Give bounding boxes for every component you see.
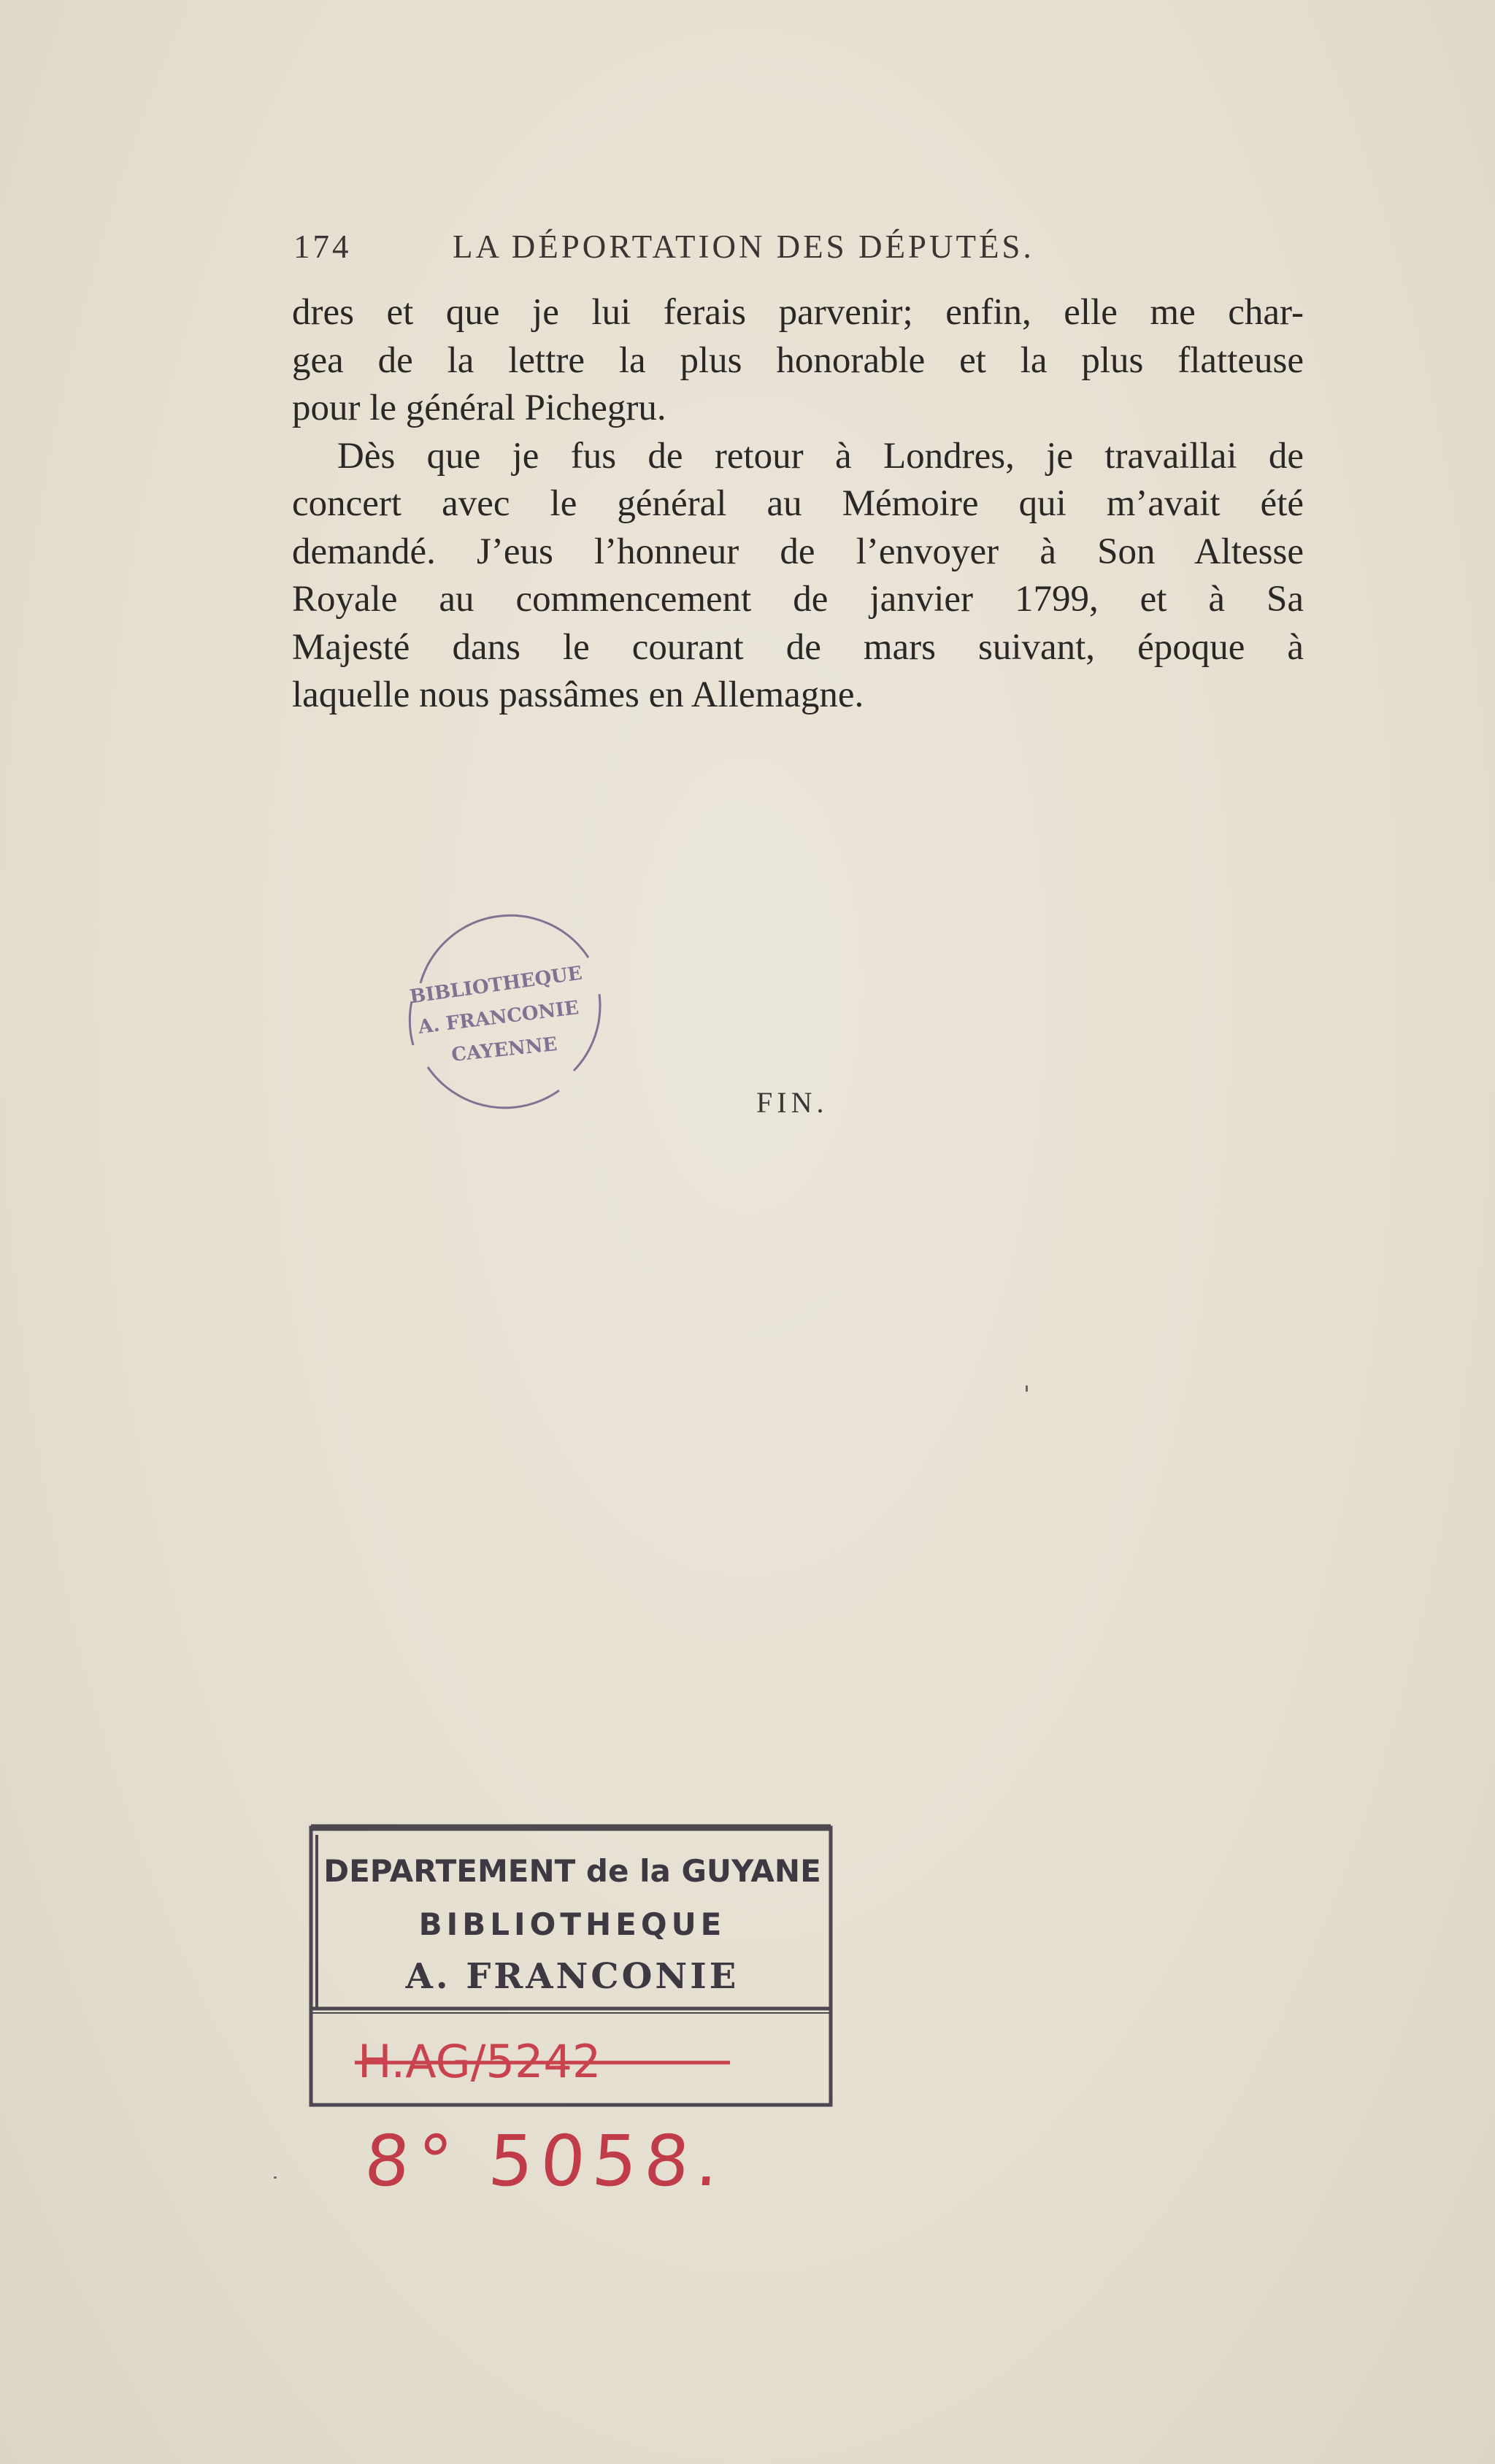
text-line: gea de la lettre la plus honorable et la plus flatteuse [292, 339, 1304, 381]
running-header [293, 228, 1301, 272]
rect-stamp-line-3: A. FRANCONIE [405, 1956, 739, 1997]
struck-call-number: H.AG/5242 [358, 2035, 602, 2088]
round-stamp-line-3: CAYENNE [450, 1033, 558, 1067]
round-stamp-line-2: A. FRANCONIE [417, 997, 580, 1039]
round-stamp-line-1: BIBLIOTHEQUE [408, 962, 584, 1009]
stray-mark [274, 2176, 277, 2179]
text-line: Dès que je fus de retour à Londres, je travaillai de [337, 435, 1304, 477]
text-line: Royale au commencement de janvier 1799, et à Sa [292, 579, 1304, 620]
library-stamp-round [391, 899, 618, 1125]
rect-stamp-line-1: DEPARTEMENT de la GUYANE [323, 1853, 821, 1889]
text-line: concert avec le général au Mémoire qui m’avait été [292, 483, 1304, 524]
shelfmark: 8° 5058. [362, 2120, 729, 2202]
running-title: LA DÉPORTATION DES DÉPUTÉS. [453, 228, 1034, 265]
stray-mark [1026, 1385, 1028, 1392]
text-line: pour le général Pichegru. [292, 388, 666, 428]
text-line: laquelle nous passâmes en Allemagne. [292, 674, 864, 715]
library-stamp-rectangular [307, 1822, 835, 2111]
rect-stamp-graphic [307, 1822, 835, 2111]
page-number: 174 [293, 228, 352, 265]
rect-stamp-line-2: BIBLIOTHEQUE [418, 1906, 726, 1942]
text-line: dres et que je lui ferais parvenir; enfin, elle me char- [292, 292, 1304, 333]
end-mark: FIN. [756, 1086, 829, 1119]
round-stamp-graphic [391, 899, 618, 1125]
body-text [292, 289, 1304, 720]
text-line: Majesté dans le courant de mars suivant, époque à [292, 626, 1304, 668]
text-line: demandé. J’eus l’honneur de l’envoyer à Son Altesse [292, 531, 1304, 572]
